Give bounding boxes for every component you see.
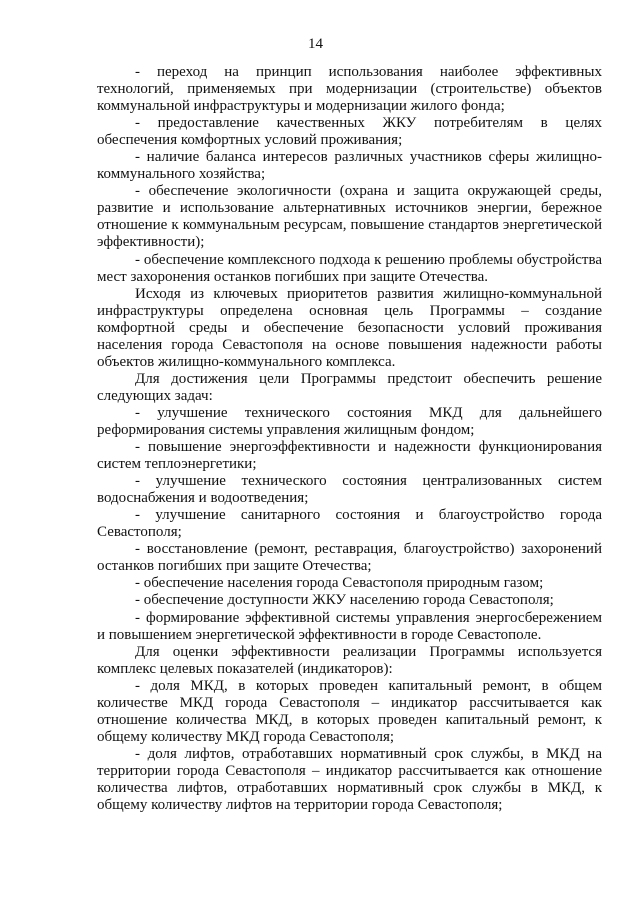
- paragraph-16: Для оценки эффективности реализации Программы используется комплекс целевых показателей (индикаторов):: [97, 643, 602, 677]
- page-number: 14: [308, 36, 323, 52]
- paragraph-1: - переход на принцип использования наиболее эффективных технологий, применяемых при модернизации (строительстве) объектов коммунальной инфраструктуры и модернизации жилого фонда;: [97, 64, 602, 115]
- paragraph-3: - наличие баланса интересов различных участников сферы жилищно-коммунального хозяйства;: [97, 149, 602, 183]
- paragraph-7: Для достижения цели Программы предстоит обеспечить решение следующих задач:: [97, 370, 602, 404]
- paragraph-15: - формирование эффективной системы управления энергосбережением и повышением энергетической эффективности в городе Севастополе.: [97, 609, 602, 643]
- paragraph-18: - доля лифтов, отработавших нормативный срок службы, в МКД на территории города Севастополя – индикатор рассчитывается как отношение количества лифтов, отработавших нормативный срок службы в МКД, к общему количеству лифтов на территории города Севастополя;: [97, 745, 602, 814]
- paragraph-2: - предоставление качественных ЖКУ потребителям в целях обеспечения комфортных условий проживания;: [97, 115, 602, 149]
- paragraph-14: - обеспечение доступности ЖКУ населению города Севастополя;: [135, 592, 554, 609]
- paragraph-4: - обеспечение экологичности (охрана и защита окружающей среды, развитие и использование альтернативных источников энергии, бережное отношение к коммунальным ресурсам, повышение стандартов энергетической эффективности);: [97, 183, 602, 251]
- paragraph-9: - повышение энергоэффективности и надежности функционирования систем теплоэнергетики;: [97, 439, 602, 473]
- paragraph-8: - улучшение технического состояния МКД для дальнейшего реформирования системы управления жилищным фондом;: [97, 404, 602, 438]
- paragraph-6: Исходя из ключевых приоритетов развития жилищно-коммунальной инфраструктуры определена основная цель Программы – создание комфортной среды и обеспечение безопасности условий проживания населения города Севастополя на основе повышения надежности работы объектов жилищно-коммунального комплекса.: [97, 285, 602, 370]
- paragraph-5: - обеспечение комплексного подхода к решению проблемы обустройства мест захоронения останков погибших при защите Отечества.: [97, 251, 602, 285]
- paragraph-10: - улучшение технического состояния централизованных систем водоснабжения и водоотведения;: [97, 473, 602, 507]
- document-body: [97, 64, 602, 814]
- paragraph-12: - восстановление (ремонт, реставрация, благоустройство) захоронений останков погибших при защите Отечества;: [97, 541, 602, 575]
- paragraph-11: - улучшение санитарного состояния и благоустройство города Севастополя;: [97, 507, 602, 541]
- paragraph-17: - доля МКД, в которых проведен капитальный ремонт, в общем количестве МКД города Севастополя – индикатор рассчитывается как отношение количества МКД, в которых проведен капитальный ремонт, к общему количеству МКД города Севастополя;: [97, 677, 602, 745]
- paragraph-13: - обеспечение населения города Севастополя природным газом;: [135, 575, 544, 592]
